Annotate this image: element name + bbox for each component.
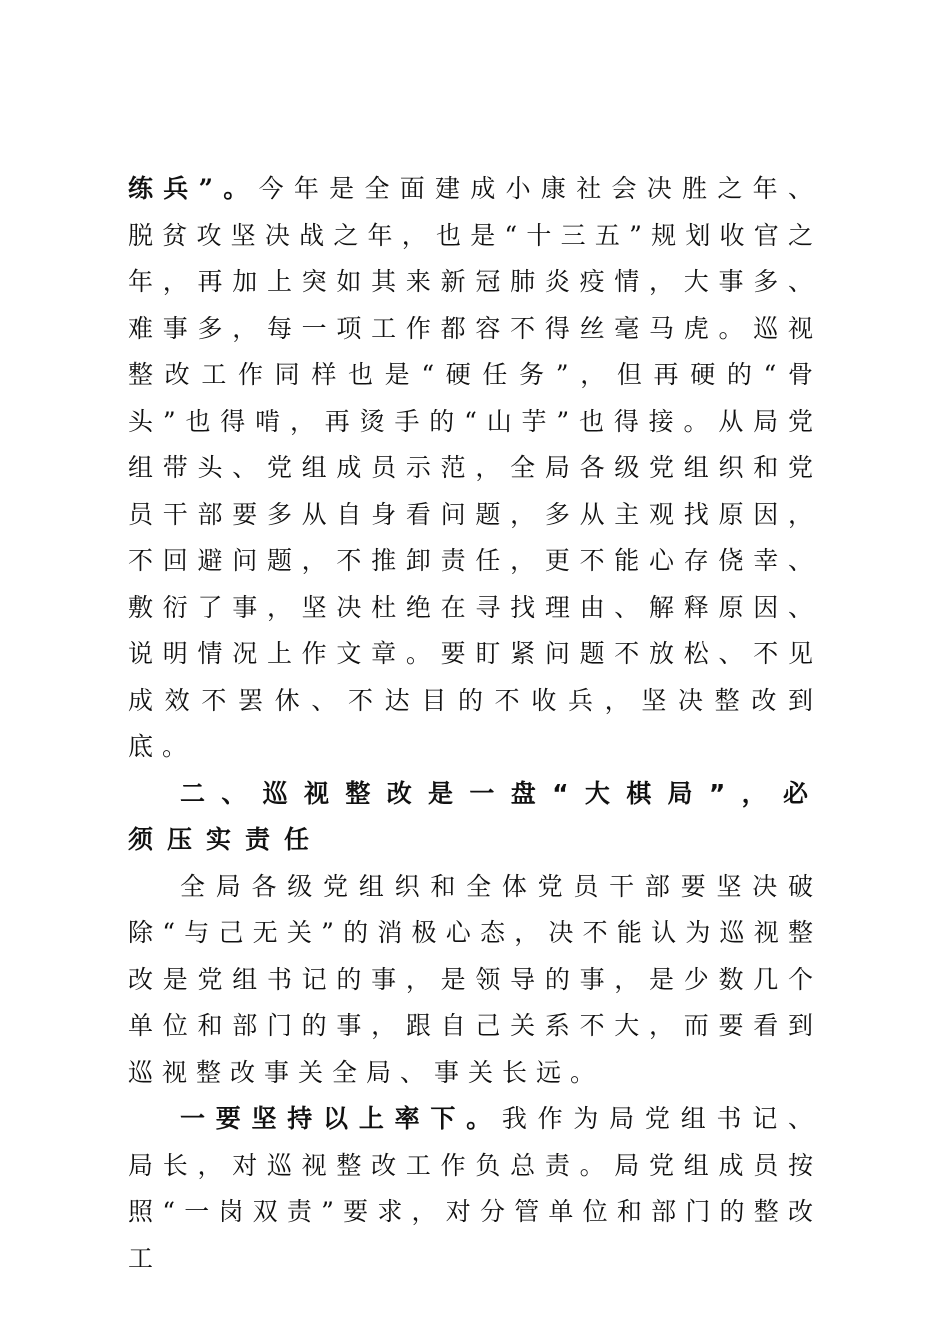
point-1-lead-bold: 一要坚持以上率下。 <box>180 1104 502 1133</box>
paragraph-lead-bold: 练兵”。 <box>128 174 259 203</box>
paragraph-continuation <box>128 166 822 771</box>
paragraph-text: 今年是全面建成小康社会决胜之年、脱贫攻坚决战之年，也是“十三五”规划收官之年，再加上突如其来新冠肺炎疫情，大事多、难事多，每一项工作都容不得丝毫马虎。巡视整改工作同样也是“硬任务”，但再硬的“骨头”也得啃，再烫手的“山芋”也得接。从局党组带头、党组成员示范，全局各级党组织和党员干部要多从自身看问题，多从主观找原因，不回避问题，不推卸责任，更不能心存侥幸、敷衍了事，坚决杜绝在寻找理由、解释原因、说明情况上作文章。要盯紧问题不放松、不见成效不罢休、不达目的不收兵，坚决整改到底。 <box>128 174 822 761</box>
paragraph-point-1 <box>128 1096 822 1282</box>
document-body <box>128 166 822 1282</box>
paragraph-section-2-intro: 全局各级党组织和全体党员干部要坚决破除“与己无关”的消极心态，决不能认为巡视整改是党组书记的事，是领导的事，是少数几个单位和部门的事，跟自己关系不大，而要看到巡视整改事关全局、事关长远。 <box>128 871 822 1087</box>
point-1-text: 我作为局党组书记、局长，对巡视整改工作负总责。局党组成员按照“一岗双责”要求，对分管单位和部门的整改工 <box>128 1104 822 1273</box>
section-heading-2: 二、巡视整改是一盘“大棋局”，必须压实责任 <box>128 778 822 854</box>
